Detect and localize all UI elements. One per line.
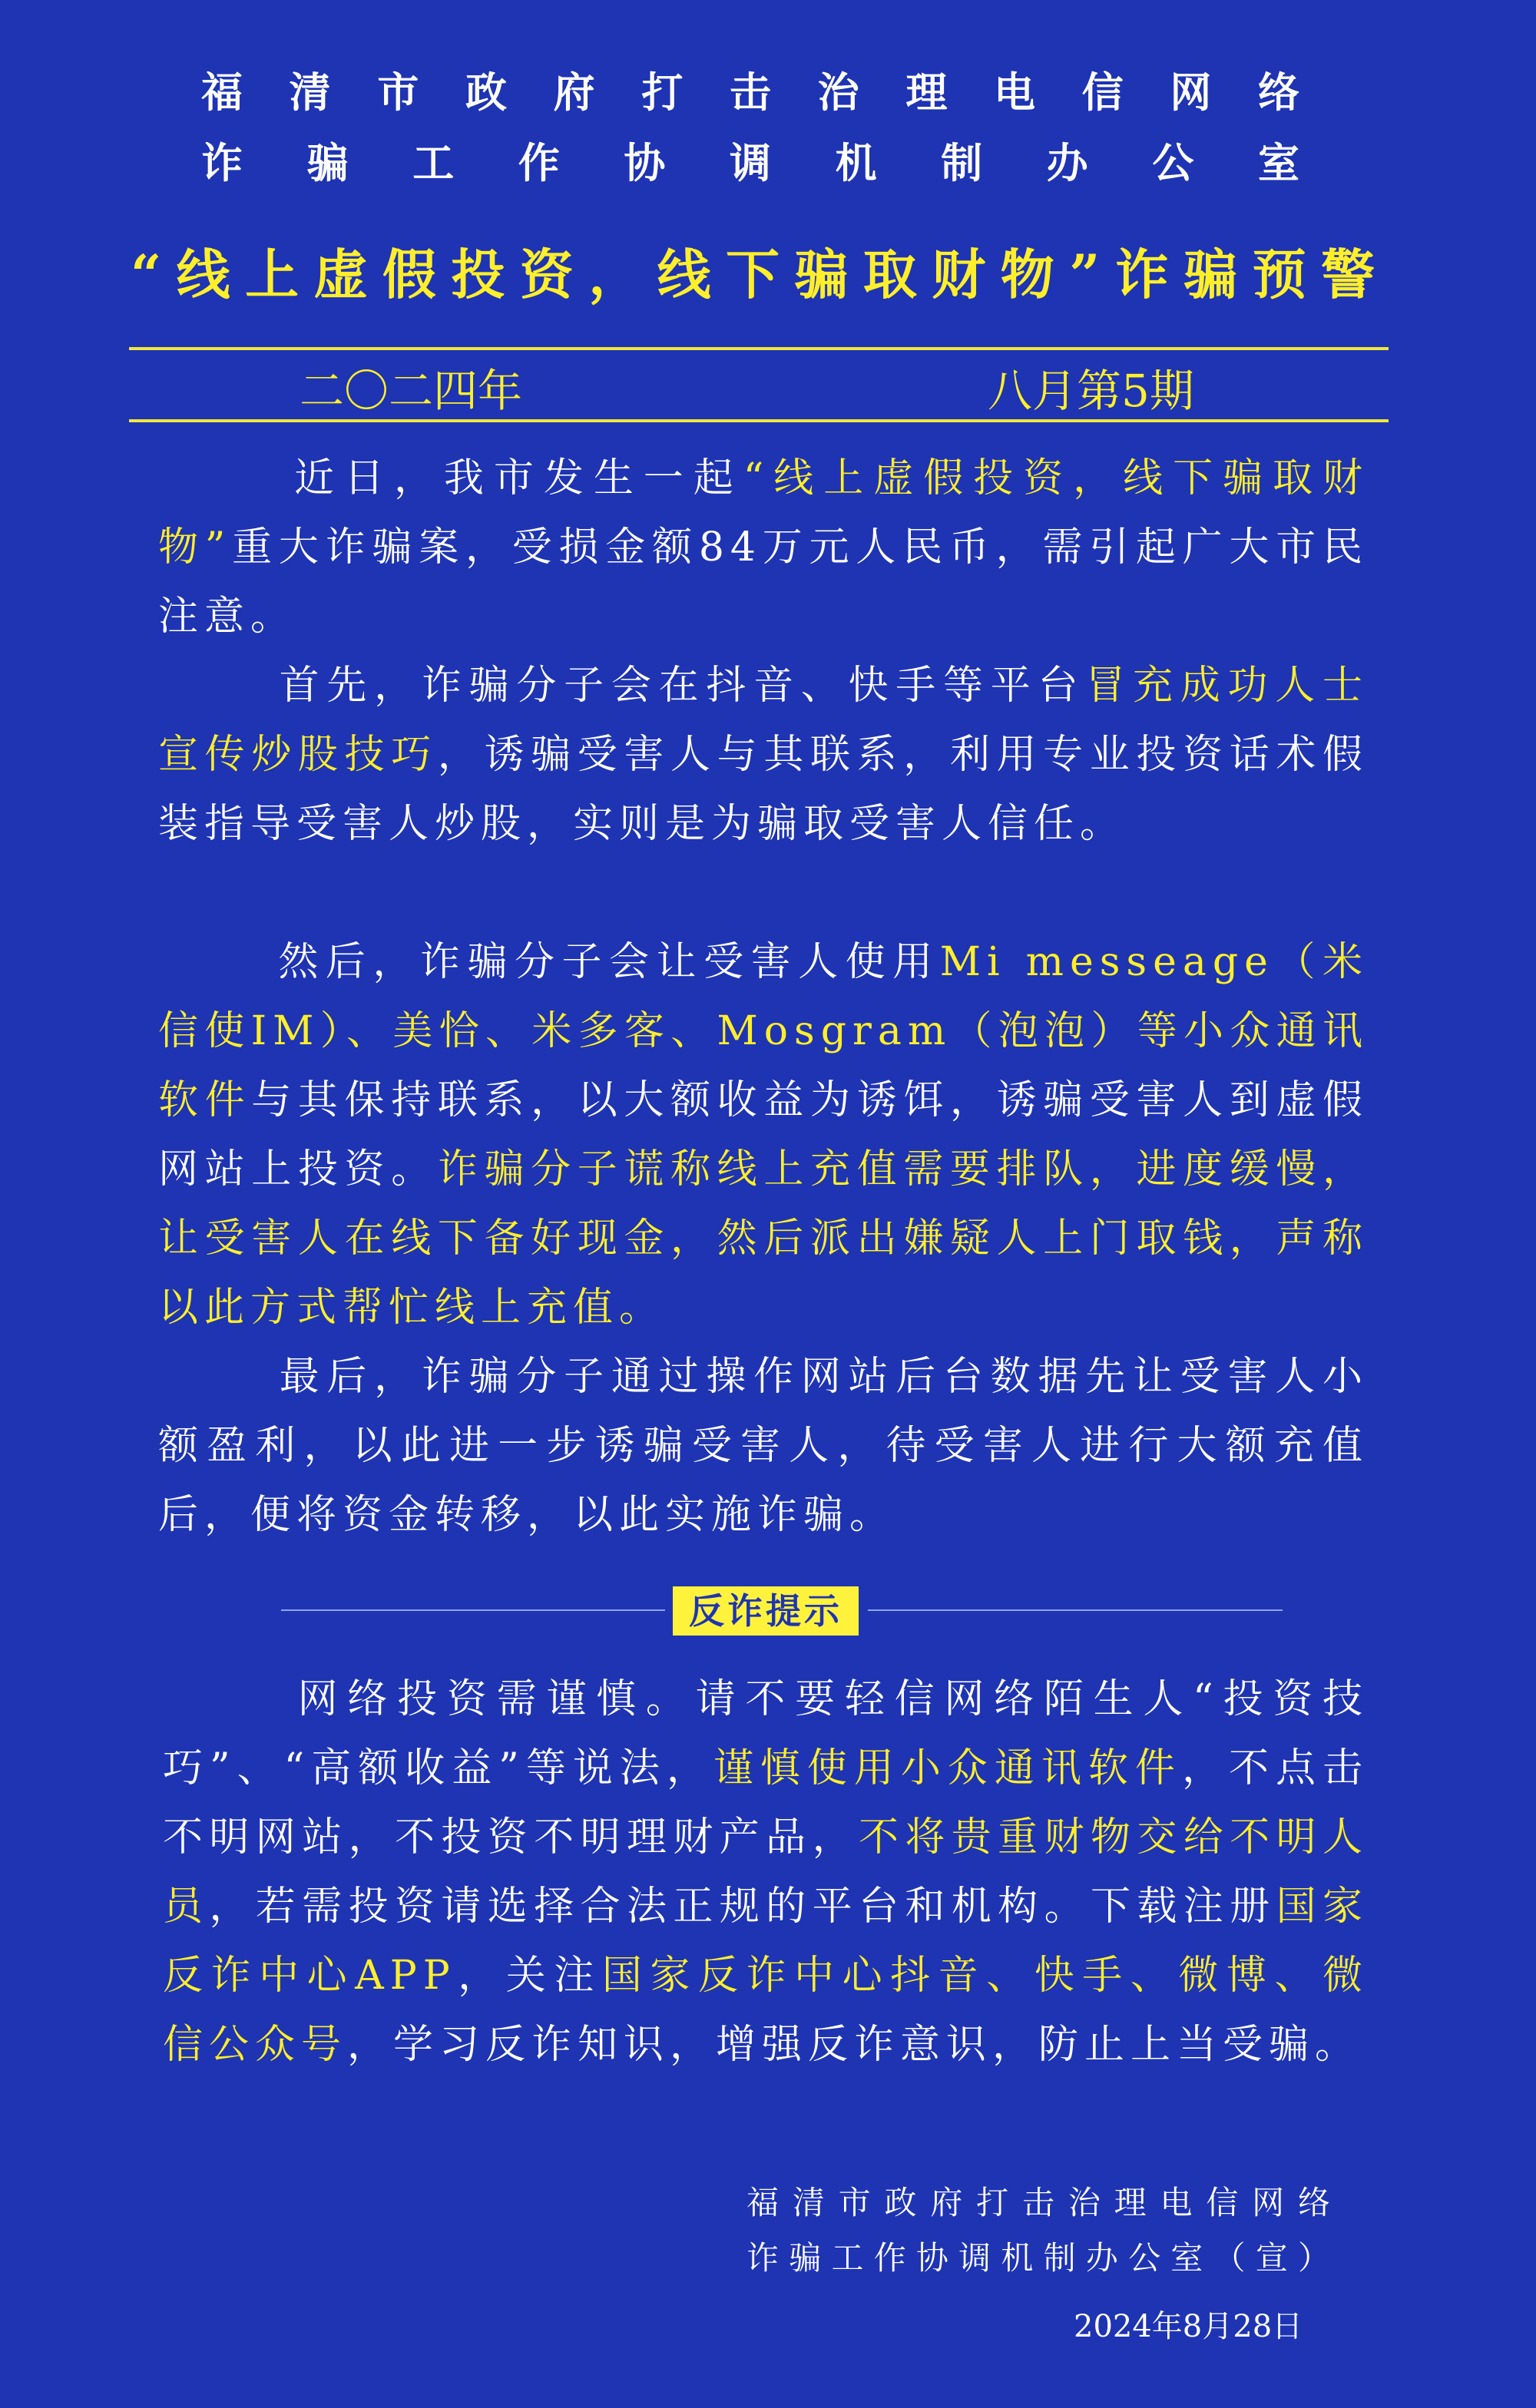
body-text: 近日，我市发生一起	[294, 455, 743, 501]
divider-left	[281, 1609, 665, 1611]
highlight-text: 诈骗分子谎称线上充值需要排队，进度缓慢，让受害人在线下备好现金，然后派出嫌疑人上门取钱，声称以此方式帮忙线上充值。	[158, 1146, 1369, 1331]
highlight-text: 不将贵重财物交给不明人员	[163, 1814, 1369, 1930]
body-text: ，关注	[455, 1953, 602, 1999]
body-text: ，诱骗受害人与其联系，利用专业投资话术假装指导受害人炒股，实则是为骗取受害人信任。	[158, 732, 1369, 847]
highlight-text: 国家反诈中心抖音、快手、微博、微信公众号	[163, 1953, 1369, 2068]
highlight-text: “线上虚假投资，线下骗取财物”	[158, 455, 1369, 571]
paragraph-1	[158, 444, 1369, 651]
bottom-rule	[129, 419, 1389, 422]
paragraph-2	[158, 651, 1369, 858]
highlight-text: 冒充成功人士宣传炒股技巧	[158, 663, 1369, 778]
top-rule	[129, 347, 1389, 350]
signature-line-2: 诈骗工作协调机制办公室（宣）	[746, 2239, 1330, 2277]
body-text: ，若需投资请选择合法正规的平台和机构。下载注册	[209, 1884, 1276, 1930]
body-text: 首先，诈骗分子会在抖音、快手等平台	[279, 663, 1086, 709]
page-title: “线上虚假投资，线下骗取财物”诈骗预警	[131, 243, 1375, 306]
body-text: 重大诈骗案，受损金额84万元人民币，需引起广大市民注意。	[158, 524, 1369, 640]
paragraph-4	[158, 1342, 1369, 1550]
issuer-line-2: 诈骗工作协调机制办公室	[201, 138, 1299, 187]
tip-paragraph	[163, 1665, 1369, 2079]
issue-number: 八月第5期	[988, 365, 1194, 417]
highlight-text: 国家反诈中心APP	[163, 1884, 1369, 1999]
tip-badge: 反诈提示	[673, 1586, 859, 1636]
issue-year: 二〇二四年	[300, 365, 523, 417]
body-text: 与其保持联系，以大额收益为诱饵，诱骗受害人到虚假网站上投资。	[158, 1077, 1369, 1192]
divider-right	[868, 1609, 1283, 1611]
signature-line-1: 福清市政府打击治理电信网络	[746, 2184, 1330, 2221]
highlight-text: 谨慎使用小众通讯软件	[713, 1745, 1182, 1791]
issuer-line-1: 福清市政府打击治理电信网络	[201, 68, 1299, 117]
highlight-text: Mi messeage（米信使IM）、美恰、米多客、Mosgram（泡泡）等小众通讯软件	[158, 939, 1369, 1123]
body-text: ，学习反诈知识，增强反诈意识，防止上当受骗。	[347, 2022, 1362, 2068]
body-text: 网络投资需谨慎。请不要轻信网络陌生人“投资技巧”、“高额收益”等说法，	[163, 1676, 1369, 1791]
body-text: ，不点击不明网站，不投资不明理财产品，	[163, 1745, 1369, 1861]
body-text: 然后，诈骗分子会让受害人使用	[278, 939, 940, 985]
signature-date: 2024年8月28日	[1074, 2309, 1303, 2344]
paragraph-3	[158, 928, 1369, 1342]
body-text: 最后，诈骗分子通过操作网站后台数据先让受害人小额盈利，以此进一步诱骗受害人，待受害人进行大额充值后，便将资金转移，以此实施诈骗。	[158, 1354, 1369, 1538]
